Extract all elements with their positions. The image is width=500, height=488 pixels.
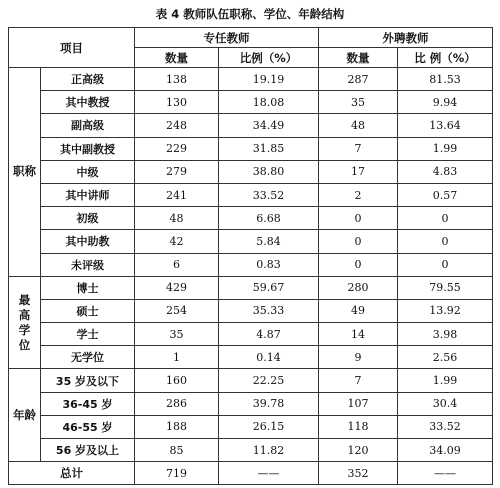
- row-label: 初级: [41, 207, 135, 230]
- external-count-cell: 7: [319, 369, 398, 392]
- row-label: 中级: [41, 160, 135, 183]
- table-row: [9, 207, 493, 230]
- table-title: 表 4 教师队伍职称、学位、年龄结构: [155, 7, 345, 21]
- table-row: [9, 230, 493, 253]
- table-row: [9, 253, 493, 276]
- table-row: [9, 91, 493, 114]
- fulltime-count-cell: 1: [135, 346, 219, 369]
- external-ratio-cell: 0: [398, 230, 493, 253]
- external-count-cell: 2: [319, 183, 398, 206]
- group-degree: 最高学位: [9, 276, 41, 369]
- fulltime-ratio-cell: 0.14: [219, 346, 319, 369]
- external-ratio-cell: 79.55: [398, 276, 493, 299]
- fulltime-count-cell: 130: [135, 91, 219, 114]
- external-count-cell: 120: [319, 439, 398, 462]
- external-count-cell: 17: [319, 160, 398, 183]
- table-row: [9, 114, 493, 137]
- header-external-teachers: 外聘教师: [319, 28, 493, 48]
- external-count-cell: 14: [319, 323, 398, 346]
- fulltime-ratio-cell: 59.67: [219, 276, 319, 299]
- fulltime-count-cell: 229: [135, 137, 219, 160]
- fulltime-count-cell: 48: [135, 207, 219, 230]
- table-row: [9, 415, 493, 438]
- table-row: [9, 439, 493, 462]
- fulltime-ratio-cell: 34.49: [219, 114, 319, 137]
- row-label: 未评级: [41, 253, 135, 276]
- external-count-cell: 280: [319, 276, 398, 299]
- external-ratio-cell: 13.64: [398, 114, 493, 137]
- external-count-cell: 287: [319, 68, 398, 91]
- row-label: 56 岁及以上: [41, 439, 135, 462]
- group-title: 职称: [9, 68, 41, 277]
- fulltime-ratio-cell: 5.84: [219, 230, 319, 253]
- table-row: [9, 137, 493, 160]
- external-count-cell: 35: [319, 91, 398, 114]
- external-ratio-cell: 2.56: [398, 346, 493, 369]
- row-label: 其中教授: [41, 91, 135, 114]
- external-ratio-cell: 33.52: [398, 415, 493, 438]
- table-row: [9, 160, 493, 183]
- row-label: 硕士: [41, 299, 135, 322]
- total-external-count: 352: [319, 462, 398, 485]
- header-fulltime-teachers: 专任教师: [135, 28, 319, 48]
- row-label: 35 岁及以下: [41, 369, 135, 392]
- external-count-cell: 9: [319, 346, 398, 369]
- external-ratio-cell: 30.4: [398, 392, 493, 415]
- fulltime-count-cell: 138: [135, 68, 219, 91]
- total-external-ratio: ——: [398, 462, 493, 485]
- header-external-count: 数量: [319, 48, 398, 68]
- row-label: 46-55 岁: [41, 415, 135, 438]
- group-age: 年龄: [9, 369, 41, 462]
- external-ratio-cell: 0: [398, 253, 493, 276]
- fulltime-ratio-cell: 18.08: [219, 91, 319, 114]
- fulltime-count-cell: 279: [135, 160, 219, 183]
- external-count-cell: 7: [319, 137, 398, 160]
- fulltime-count-cell: 429: [135, 276, 219, 299]
- fulltime-ratio-cell: 22.25: [219, 369, 319, 392]
- row-label: 无学位: [41, 346, 135, 369]
- fulltime-count-cell: 85: [135, 439, 219, 462]
- table-row: [9, 323, 493, 346]
- fulltime-ratio-cell: 11.82: [219, 439, 319, 462]
- header-fulltime-count: 数量: [135, 48, 219, 68]
- fulltime-count-cell: 42: [135, 230, 219, 253]
- row-label: 正高级: [41, 68, 135, 91]
- external-count-cell: 107: [319, 392, 398, 415]
- fulltime-ratio-cell: 31.85: [219, 137, 319, 160]
- external-count-cell: 0: [319, 207, 398, 230]
- faculty-structure-table: [8, 27, 493, 485]
- fulltime-ratio-cell: 19.19: [219, 68, 319, 91]
- external-ratio-cell: 0: [398, 207, 493, 230]
- table-row: [9, 276, 493, 299]
- fulltime-count-cell: 248: [135, 114, 219, 137]
- external-ratio-cell: 9.94: [398, 91, 493, 114]
- fulltime-ratio-cell: 38.80: [219, 160, 319, 183]
- fulltime-count-cell: 35: [135, 323, 219, 346]
- header-fulltime-ratio: 比例（%）: [219, 48, 319, 68]
- fulltime-count-cell: 241: [135, 183, 219, 206]
- row-label: 其中助教: [41, 230, 135, 253]
- table-row: [9, 68, 493, 91]
- fulltime-count-cell: 6: [135, 253, 219, 276]
- header-external-ratio: 比 例（%）: [398, 48, 493, 68]
- row-label: 学士: [41, 323, 135, 346]
- fulltime-count-cell: 254: [135, 299, 219, 322]
- total-row: [9, 462, 493, 485]
- total-fulltime-count: 719: [135, 462, 219, 485]
- table-row: [9, 346, 493, 369]
- fulltime-ratio-cell: 6.68: [219, 207, 319, 230]
- fulltime-ratio-cell: 33.52: [219, 183, 319, 206]
- table-row: [9, 392, 493, 415]
- external-ratio-cell: 3.98: [398, 323, 493, 346]
- fulltime-ratio-cell: 0.83: [219, 253, 319, 276]
- header-item: 项目: [9, 28, 135, 68]
- row-label: 其中副教授: [41, 137, 135, 160]
- row-label: 36-45 岁: [41, 392, 135, 415]
- external-count-cell: 118: [319, 415, 398, 438]
- external-count-cell: 0: [319, 230, 398, 253]
- table-row: [9, 183, 493, 206]
- external-count-cell: 48: [319, 114, 398, 137]
- external-count-cell: 0: [319, 253, 398, 276]
- fulltime-ratio-cell: 35.33: [219, 299, 319, 322]
- external-ratio-cell: 81.53: [398, 68, 493, 91]
- row-label: 副高级: [41, 114, 135, 137]
- table-row: [9, 369, 493, 392]
- fulltime-count-cell: 286: [135, 392, 219, 415]
- external-ratio-cell: 0.57: [398, 183, 493, 206]
- external-ratio-cell: 1.99: [398, 137, 493, 160]
- row-label: 博士: [41, 276, 135, 299]
- external-ratio-cell: 4.83: [398, 160, 493, 183]
- fulltime-count-cell: 160: [135, 369, 219, 392]
- total-fulltime-ratio: ——: [219, 462, 319, 485]
- row-label: 其中讲师: [41, 183, 135, 206]
- external-ratio-cell: 1.99: [398, 369, 493, 392]
- fulltime-ratio-cell: 26.15: [219, 415, 319, 438]
- fulltime-count-cell: 188: [135, 415, 219, 438]
- external-ratio-cell: 34.09: [398, 439, 493, 462]
- external-ratio-cell: 13.92: [398, 299, 493, 322]
- fulltime-ratio-cell: 39.78: [219, 392, 319, 415]
- external-count-cell: 49: [319, 299, 398, 322]
- total-label: 总计: [9, 462, 135, 485]
- fulltime-ratio-cell: 4.87: [219, 323, 319, 346]
- table-row: [9, 299, 493, 322]
